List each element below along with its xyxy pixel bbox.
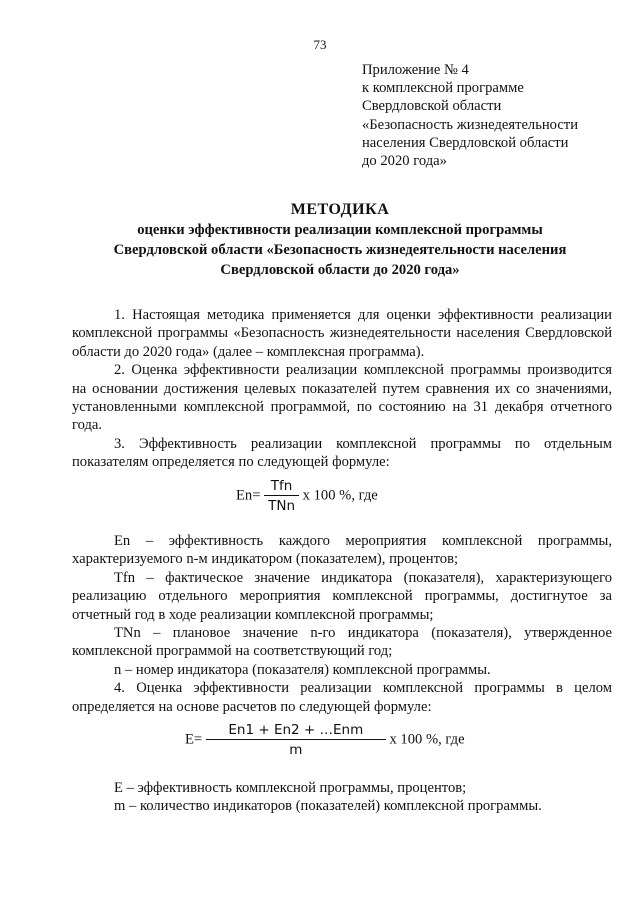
body-section-2	[72, 532, 612, 716]
formula-numerator: Tfn	[264, 478, 299, 496]
paragraph-4: 4. Оценка эффективности реализации комплексной программы в целом определяется на основе расчетов по следующей формуле:	[72, 680, 612, 715]
formula-e	[185, 722, 465, 758]
appendix-line: до 2020 года»	[362, 153, 447, 170]
title-line: оценки эффективности реализации комплексной программы	[137, 222, 543, 238]
formula-rhs: x 100 %, где	[389, 731, 465, 748]
title-line: Свердловской области «Безопасность жизнедеятельности населения	[113, 242, 567, 258]
appendix-line: населения Свердловской области	[362, 134, 569, 151]
appendix-line: Приложение № 4	[362, 62, 469, 78]
formula-lhs: E=	[185, 731, 203, 748]
formula-en	[236, 478, 378, 514]
paragraph-2: 2. Оценка эффективности реализации комплексной программы производится на основании достижения целевых показателей путем сравнения их со значениями, установленными комплексной программой, по состоянию на 31 декабря отчетного года.	[72, 362, 612, 434]
appendix-line: к комплексной программе	[362, 80, 524, 97]
formula-lhs: En=	[236, 487, 261, 504]
formula-denominator: m	[289, 742, 303, 758]
definition-en: En – эффективность каждого мероприятия комплексной программы, характеризуемого n-м индикатором (показателем), процентов;	[72, 533, 612, 568]
title-line: Свердловской области до 2020 года»	[220, 262, 460, 278]
document-title	[70, 200, 610, 280]
formula-numerator: En1 + En2 + …Enm	[206, 722, 386, 740]
paragraph-3: 3. Эффективность реализации комплексной программы по отдельным показателям определяется по следующей формуле:	[72, 435, 612, 471]
definition-m: m – количество индикаторов (показателей) комплексной программы.	[114, 798, 542, 815]
body-section-3	[72, 779, 612, 816]
title-line: МЕТОДИКА	[290, 201, 390, 218]
definition-e: E – эффективность комплексной программы, процентов;	[114, 780, 467, 796]
definition-tfn: Tfn – фактическое значение индикатора (показателя), характеризующего реализацию отдельного мероприятия комплексной программы, достигнутое за отчетный год в ходе реализации комплексной программы;	[72, 569, 612, 623]
body-section-1	[72, 306, 612, 472]
page-number: 73	[313, 37, 327, 52]
appendix-line: «Безопасность жизнедеятельности	[362, 116, 578, 133]
paragraph-1: 1. Настоящая методика применяется для оценки эффективности реализации комплексной программы «Безопасность жизнедеятельности населения Свердловской области до 2020 года» (далее – комплексная программа).	[72, 307, 612, 360]
definition-tnn: TNn – плановое значение n-го индикатора (показателя), утвержденное комплексной программой на соответствующий год;	[72, 625, 612, 660]
formula-denominator: TNn	[268, 498, 296, 514]
appendix-header	[362, 61, 622, 170]
appendix-line: Свердловской области	[362, 98, 502, 115]
definition-n: n – номер индикатора (показателя) комплексной программы.	[114, 661, 491, 678]
formula-fraction	[206, 722, 386, 758]
formula-fraction	[264, 478, 299, 514]
formula-rhs: x 100 %, где	[302, 487, 378, 504]
